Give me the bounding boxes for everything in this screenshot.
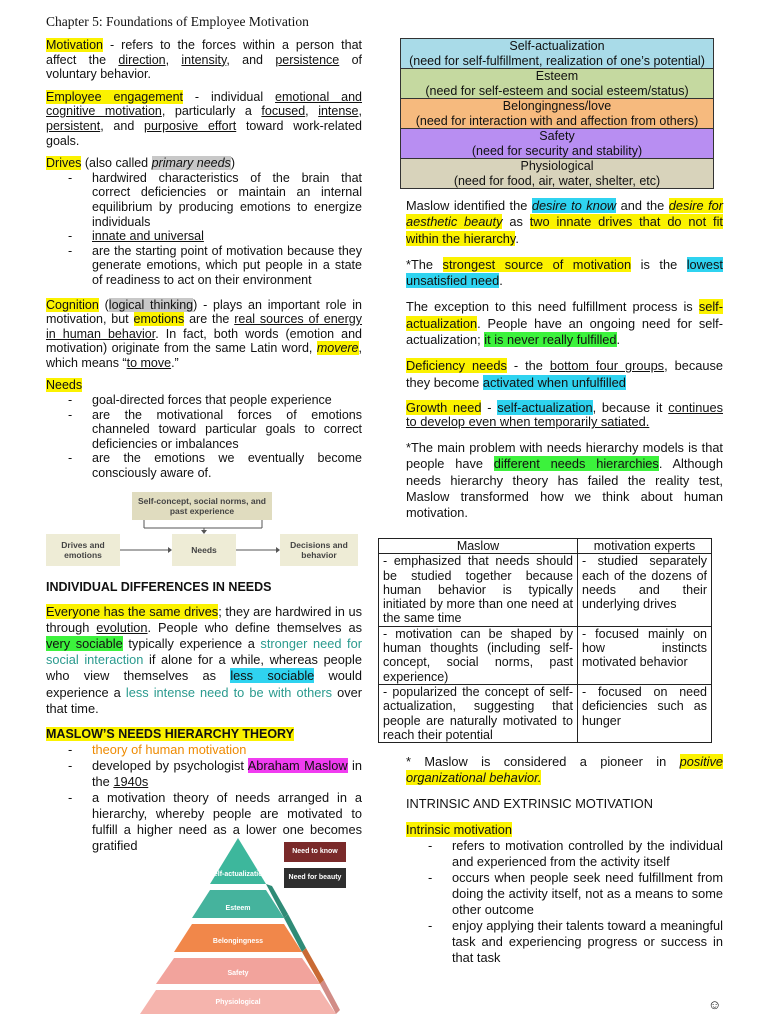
pyramid-level: Esteem — [225, 905, 251, 912]
intrinsic-list — [406, 838, 723, 966]
maslow-pyramid — [138, 834, 366, 1014]
table-cell: - popularized the concept of self-actualization, suggesting that people are naturally motivated to reach their potential — [379, 684, 578, 742]
main-problem-paragraph: *The main problem with needs hierarchy models is that people have different needs hierarchies. Although needs hierarchy theory has failed the reality test, Maslow transformed how we think about human motivation. — [406, 439, 723, 521]
individual-differences-section — [46, 580, 362, 854]
chapter-title: Chapter 5: Foundations of Employee Motivation — [46, 14, 309, 29]
exception-paragraph: The exception to this need fulfillment process is self-actualization. People have an ongoing need for self-actualization; it is never really fulfilled. — [406, 299, 723, 348]
smiley-icon: ☺ — [708, 997, 722, 1012]
drives-heading: Drives (also called primary needs) — [46, 156, 235, 171]
list-item: - goal-directed forces that people experience — [46, 393, 362, 408]
hierarchy-box-belongingness: Belongingness/love (need for interaction with and affection from others) — [400, 98, 714, 129]
table-cell: - focused mainly on how instincts motivated behavior — [578, 626, 712, 684]
maslow-heading: MASLOW’S NEEDS HIERARCHY THEORY — [46, 727, 294, 742]
list-item: - are the emotions we eventually become consciously aware of. — [46, 451, 362, 480]
hierarchy-box-safety: Safety (need for security and stability) — [400, 128, 714, 159]
right-column — [406, 198, 723, 521]
intrinsic-section — [406, 754, 723, 966]
list-item: - occurs when people seek need fulfillment from doing the activity itself, not as a means to some other outcome — [406, 870, 723, 918]
drives-list — [46, 171, 362, 288]
table-header-maslow: Maslow — [379, 539, 578, 554]
list-item: - refers to motivation controlled by the individual and experienced from the activity itself — [406, 838, 723, 870]
pyramid-level: Self-actualization — [209, 871, 267, 878]
left-column — [46, 38, 362, 481]
growth-need-paragraph: Growth need - self-actualization, because it continues to develop even when temporarily satiated. — [406, 399, 723, 430]
maslow-drives-paragraph: Maslow identified the desire to know and the desire for aesthetic beauty as two innate drives that do not fit within the hierarchy. — [406, 198, 724, 246]
needs-term: Needs — [46, 378, 83, 393]
ie-heading: INTRINSIC AND EXTRINSIC MOTIVATION — [406, 796, 653, 811]
hierarchy-box-self-actualization: Self-actualization (need for self-fulfillment, realization of one’s potential) — [400, 38, 714, 69]
pioneer-paragraph: * Maslow is considered a pioneer in positive organizational behavior. — [406, 754, 723, 785]
pyramid-level: Belongingness — [212, 938, 264, 945]
table-row — [379, 554, 712, 626]
indiv-paragraph: Everyone has the same drives; they are hardwired in us through evolution. People who define themselves as very sociable typically experience a stronger need for social interaction if alone for a while, whereas people who view themselves as less sociable would experience a less intense need to be with others over that time. — [46, 603, 362, 716]
flow-box-needs: Needs — [172, 534, 236, 566]
table-cell: - studied separately each of the dozens of needs and their underlying drives — [578, 554, 712, 626]
table-row — [379, 684, 712, 742]
table-cell: - motivation can be shaped by human thoughts (including self-concept, social norms, past experience) — [379, 626, 578, 684]
pyramid-level: Physiological — [215, 999, 261, 1006]
indiv-heading: INDIVIDUAL DIFFERENCES IN NEEDS — [46, 580, 272, 594]
table-header-experts: motivation experts — [578, 539, 712, 554]
comparison-table — [378, 538, 712, 743]
flow-arrows — [44, 490, 362, 572]
needs-list — [46, 393, 362, 481]
motivation-term: Motivation — [46, 38, 103, 52]
tag-need-for-beauty: Need for beauty — [284, 868, 346, 888]
hierarchy-box-physiological: Physiological (need for food, air, water, shelter, etc) — [400, 158, 714, 189]
motivation-paragraph: Motivation - refers to the forces within a person that affect the direction, intensity, and persistence of voluntary behavior. — [46, 38, 362, 82]
table-row — [379, 626, 712, 684]
flow-box-decisions: Decisions and behavior — [280, 534, 358, 566]
cognition-paragraph: Cognition (logical thinking) - plays an important role in motivation, but emotions are the real sources of energy in human behavior. In fact, both words (emotion and motivation) originate from the same Latin word, movere, which means “to move.” — [46, 297, 363, 370]
hierarchy-box-esteem: Esteem (need for self-esteem and social esteem/status) — [400, 68, 714, 99]
engagement-paragraph: Employee engagement - individual emotional and cognitive motivation, particularly a focused, intense, persistent, and purposive effort toward work-related goals. — [46, 89, 362, 148]
list-item: - developed by psychologist Abraham Maslow in the 1940s — [46, 758, 362, 790]
list-item: - a motivation theory of needs arranged in a hierarchy, whereby people are motivated to fulfill a higher need as a lower one becomes gratified — [46, 790, 362, 854]
intrinsic-heading: Intrinsic motivation — [406, 822, 512, 837]
table-cell: - emphasized that needs should be studied together because human behavior is typically initiated by more than one need at the same time — [379, 554, 578, 626]
table-cell: - focused on need deficiencies such as hunger — [578, 684, 712, 742]
deficiency-needs-paragraph: Deficiency needs - the bottom four groups, because they become activated when unfulfilled — [406, 358, 724, 390]
flow-box-context: Self-concept, social norms, and past experience — [132, 492, 272, 520]
flow-box-drives: Drives and emotions — [46, 534, 120, 566]
needs-heading — [46, 378, 362, 393]
engagement-term: Employee engagement — [46, 89, 183, 104]
pyramid-level: Safety — [227, 970, 249, 977]
list-item: - theory of human motivation — [46, 742, 362, 758]
list-item: - are the starting point of motivation because they generate emotions, which put people in a state of readiness to act on their environment — [46, 244, 362, 288]
drives-term: Drives — [46, 156, 82, 171]
list-item: - hardwired characteristics of the brain that correct deficiencies or maintain an internal equilibrium by producing emotions to energize individuals — [46, 171, 362, 229]
list-item: - innate and universal — [46, 229, 362, 244]
strongest-source-paragraph: *The strongest source of motivation is the lowest unsatisfied need. — [406, 256, 723, 289]
needs-flow-diagram — [44, 490, 362, 572]
tag-need-to-know: Need to know — [284, 842, 346, 862]
table-header-row — [379, 539, 712, 554]
list-item: - enjoy applying their talents toward a meaningful task and experiencing progress or success in that task — [406, 918, 723, 966]
cognition-term: Cognition — [46, 297, 99, 312]
list-item: - are the motivational forces of emotions channeled toward particular goals to correct deficiencies or imbalances — [46, 408, 362, 452]
